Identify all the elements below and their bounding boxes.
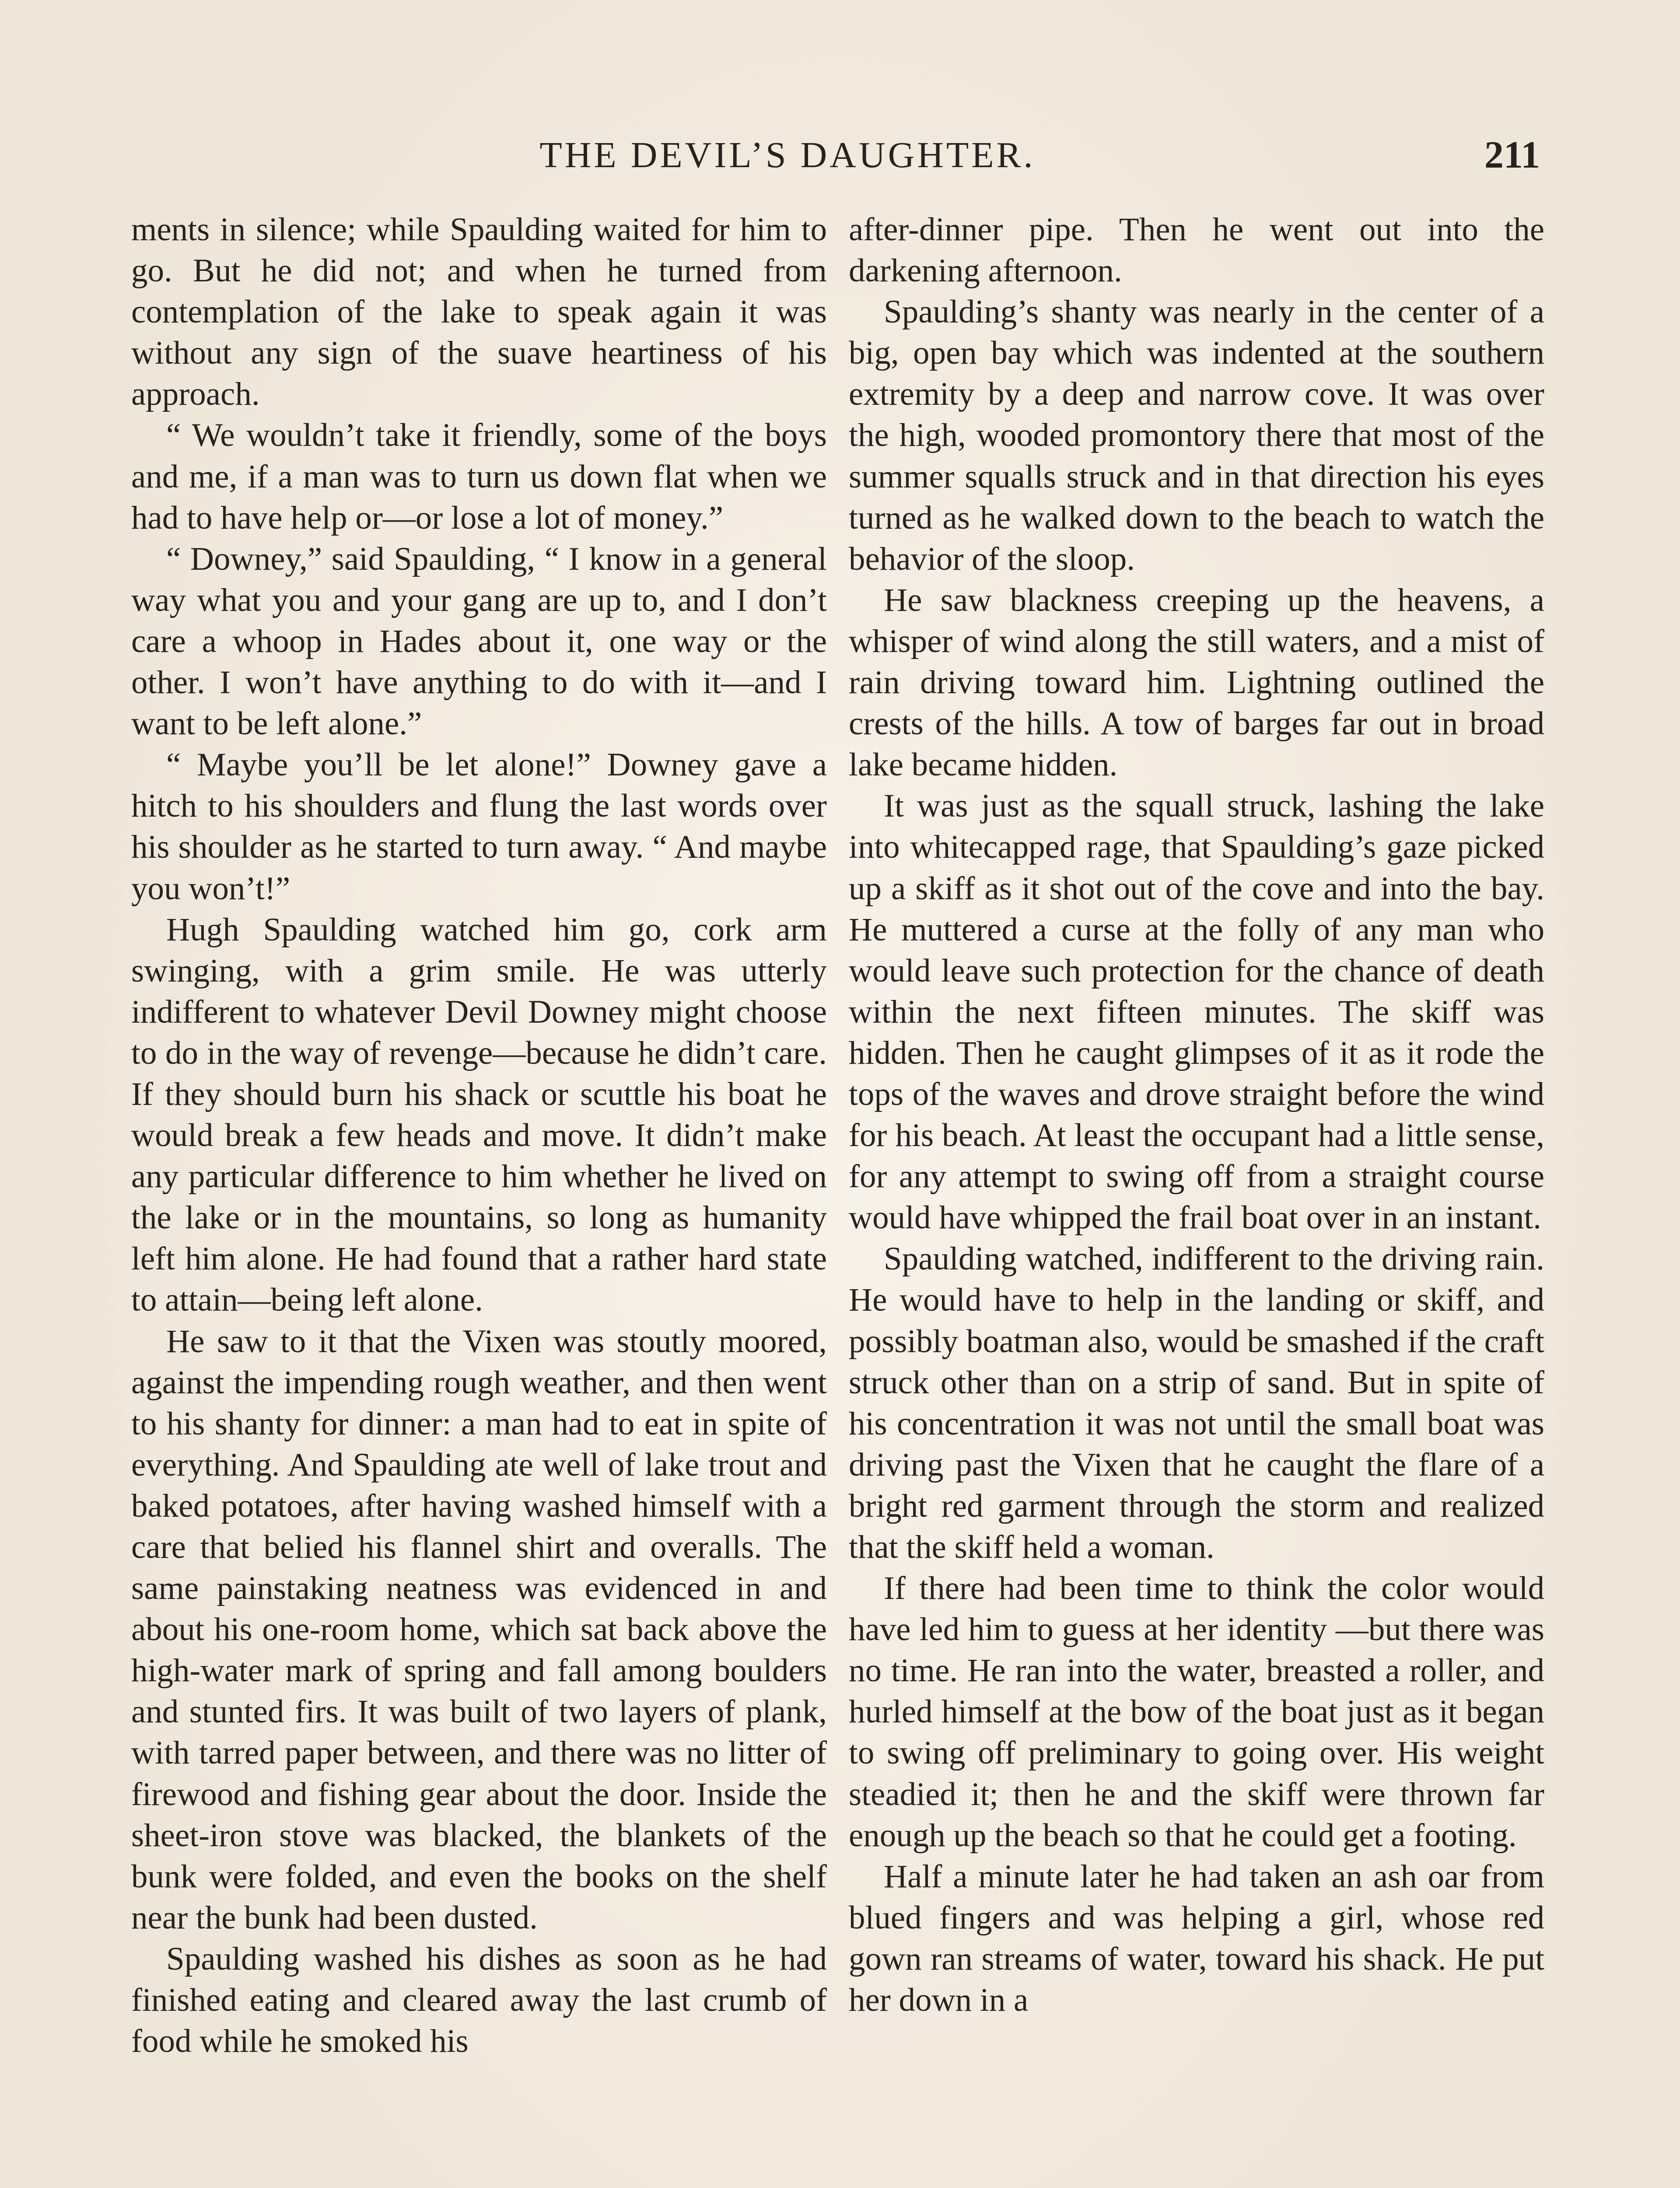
paragraph: If there had been time to think the color would have led him to guess at her identity —but there was no time. He ran into the water, breasted a roller, and hurled himself at the bow of the boat just as it began to swing off preliminary to going over. His weight steadied it; then he and the skiff were thrown far enough up the beach so that he could get a footing.	[849, 1570, 1544, 1854]
left-column	[131, 209, 827, 2062]
paragraph: ments in silence; while Spaulding waited for him to go. But he did not; and when he turned from contemplation of the lake to speak again it was without any sign of the suave heartiness of his approach.	[131, 211, 827, 413]
paragraph: after-dinner pipe. Then he went out into the darkening afternoon.	[849, 211, 1544, 289]
running-head	[131, 127, 1540, 184]
paragraph: He saw to it that the Vixen was stoutly moored, against the impending rough weather, and then went to his shanty for dinner: a man had to eat in spite of everything. And Spaulding ate well of lake trout and baked potatoes, after having washed himself with a care that belied his flannel shirt and overalls. The same painstaking neatness was evidenced in and about his one-room home, which sat back above the high-water mark of spring and fall among boulders and stunted firs. It was built of two layers of plank, with tarred paper between, and there was no litter of firewood and fishing gear about the door. Inside the sheet-iron stove was blacked, the blankets of the bunk were folded, and even the books on the shelf near the bunk had been dusted.	[131, 1323, 827, 1936]
paragraph: Hugh Spaulding watched him go, cork arm swinging, with a grim smile. He was utterly indifferent to whatever Devil Downey might choose to do in the way of revenge—because he didn’t care. If they should burn his shack or scuttle his boat he would break a few heads and move. It didn’t make any particular difference to him whether he lived on the lake or in the mountains, so long as humanity left him alone. He had found that a rather hard state to attain—being left alone.	[131, 911, 827, 1318]
paragraph: “ Maybe you’ll be let alone!” Downey gave a hitch to his shoulders and flung the last words over his shoulder as he started to turn away. “ And maybe you won’t!”	[131, 747, 827, 907]
paragraph: “ We wouldn’t take it friendly, some of the boys and me, if a man was to turn us down flat when we had to have help or—or lose a lot of money.”	[131, 417, 827, 536]
page-number: 211	[1484, 134, 1540, 176]
paragraph: “ Downey,” said Spaulding, “ I know in a general way what you and your gang are up to, and I don’t care a whoop in Hades about it, one way or the other. I won’t have anything to do with it—and I want to be left alone.”	[131, 540, 827, 742]
paragraph: Spaulding watched, indifferent to the driving rain. He would have to help in the landing or skiff, and possibly boatman also, would be smashed if the craft struck other than on a strip of sand. But in spite of his concentration it was not until the small boat was driving past the Vixen that he caught the flare of a bright red garment through the storm and realized that the skiff held a woman.	[849, 1241, 1544, 1565]
paragraph: It was just as the squall struck, lashing the lake into whitecapped rage, that Spaulding’s gaze picked up a skiff as it shot out of the cove and into the bay. He muttered a curse at the folly of any man who would leave such protection for the chance of death within the next fifteen minutes. The skiff was hidden. Then he caught glimpses of it as it rode the tops of the waves and drove straight before the wind for his beach. At least the occupant had a little sense, for any attempt to swing off from a straight course would have whipped the frail boat over in an instant.	[849, 788, 1544, 1236]
paragraph: Half a minute later he had taken an ash oar from blued fingers and was helping a girl, whose red gown ran streams of water, toward his shack. He put her down in a	[849, 1858, 1544, 2019]
right-column	[849, 209, 1544, 2021]
paragraph: Spaulding washed his dishes as soon as he had finished eating and cleared away the last crumb of food while he smoked his	[131, 1940, 827, 2060]
paragraph: He saw blackness creeping up the heavens, a whisper of wind along the still waters, and a mist of rain driving toward him. Lightning outlined the crests of the hills. A tow of barges far out in broad lake became hidden.	[849, 582, 1544, 783]
running-title: THE DEVIL’S DAUGHTER.	[539, 135, 1036, 175]
paragraph: Spaulding’s shanty was nearly in the center of a big, open bay which was indented at the southern extremity by a deep and narrow cove. It was over the high, wooded promontory there that most of the summer squalls struck and in that direction his eyes turned as he walked down to the beach to watch the behavior of the sloop.	[849, 294, 1544, 577]
